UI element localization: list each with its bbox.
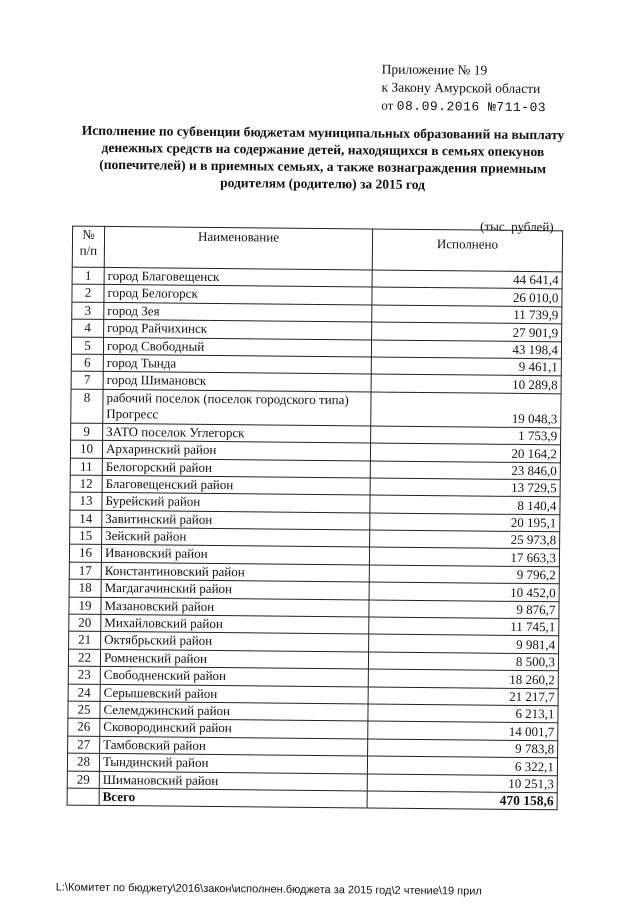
row-value: 6 213,1 bbox=[368, 704, 558, 723]
row-number: 19 bbox=[69, 597, 101, 615]
row-value: 9 981,4 bbox=[369, 634, 559, 653]
row-name: Бурейский район bbox=[102, 493, 370, 513]
header-executed: Исполнено bbox=[372, 229, 562, 272]
table-row bbox=[71, 389, 561, 428]
row-number: 20 bbox=[69, 614, 101, 632]
row-number: 16 bbox=[69, 545, 101, 563]
row-number: 29 bbox=[67, 771, 99, 789]
row-name: Благовещенский район bbox=[102, 475, 370, 495]
row-name: Магдагачинский район bbox=[101, 580, 369, 600]
row-number: 24 bbox=[68, 684, 100, 702]
row-name: ЗАТО поселок Углегорск bbox=[103, 423, 371, 443]
total-label: Всего bbox=[99, 788, 367, 808]
total-row bbox=[67, 788, 557, 810]
row-number: 26 bbox=[68, 718, 100, 736]
row-number: 15 bbox=[70, 527, 102, 545]
row-value: 9 783,8 bbox=[368, 739, 558, 758]
date-prefix: от bbox=[381, 97, 394, 113]
total-number-cell bbox=[67, 788, 99, 806]
row-number: 17 bbox=[69, 562, 101, 580]
row-name: Архаринский район bbox=[102, 441, 370, 461]
row-value: 25 973,8 bbox=[370, 530, 560, 549]
row-value: 44 641,4 bbox=[372, 270, 562, 289]
row-number: 23 bbox=[68, 666, 100, 684]
execution-table bbox=[67, 226, 564, 811]
row-value: 6 322,1 bbox=[367, 756, 557, 775]
row-value: 8 500,3 bbox=[368, 652, 558, 671]
row-name: город Райчихинск bbox=[104, 320, 372, 340]
appendix-header bbox=[381, 61, 582, 118]
row-value: 8 140,4 bbox=[370, 495, 560, 514]
row-name: Белогорский район bbox=[102, 458, 370, 478]
row-value: 10 289,8 bbox=[371, 374, 561, 393]
row-number: 6 bbox=[71, 354, 103, 372]
appendix-date-line bbox=[381, 97, 581, 118]
row-name: город Свободный bbox=[103, 337, 371, 357]
row-number: 1 bbox=[72, 267, 104, 285]
row-name: город Зея bbox=[104, 302, 372, 322]
row-name: Зейский район bbox=[102, 527, 370, 547]
row-number: 18 bbox=[69, 579, 101, 597]
row-number: 10 bbox=[70, 440, 102, 458]
row-value: 20 195,1 bbox=[370, 513, 560, 532]
row-number: 4 bbox=[72, 319, 104, 337]
table-body bbox=[67, 267, 562, 810]
row-number: 14 bbox=[70, 510, 102, 528]
row-name: Сковородинский район bbox=[100, 719, 368, 739]
row-number: 11 bbox=[70, 458, 102, 476]
appendix-number: Приложение № 19 bbox=[381, 61, 488, 78]
row-value: 11 739,9 bbox=[372, 305, 562, 324]
row-value: 10 251,3 bbox=[367, 774, 557, 793]
appendix-law-reference: к Закону Амурской области bbox=[381, 79, 541, 97]
row-number: 28 bbox=[67, 753, 99, 771]
row-value: 43 198,4 bbox=[371, 340, 561, 359]
row-value: 17 663,3 bbox=[369, 547, 559, 566]
row-value: 23 846,0 bbox=[370, 460, 560, 479]
row-number: 7 bbox=[71, 371, 103, 389]
row-number: 3 bbox=[72, 302, 104, 320]
total-value: 470 158,6 bbox=[367, 791, 557, 810]
row-value: 21 217,7 bbox=[368, 687, 558, 706]
header-number: № п/п bbox=[72, 226, 104, 267]
row-number: 5 bbox=[71, 337, 103, 355]
row-name: рабочий поселок (поселок городского типа) Прогресс bbox=[103, 389, 371, 426]
row-value: 18 260,2 bbox=[368, 669, 558, 688]
header-name: Наименование bbox=[104, 226, 372, 270]
table-header-row bbox=[72, 226, 562, 272]
row-name: Тамбовский район bbox=[100, 736, 368, 756]
row-name: город Благовещенск bbox=[104, 267, 372, 287]
date-stamp: 08.09.2016 №711-03 bbox=[396, 98, 547, 116]
row-number: 22 bbox=[68, 649, 100, 667]
row-number: 12 bbox=[70, 475, 102, 493]
row-value: 9 876,7 bbox=[369, 600, 559, 619]
row-name: Свободненский район bbox=[100, 667, 368, 687]
row-name: Серышевский район bbox=[100, 684, 368, 704]
row-name: Тындинский район bbox=[99, 754, 367, 774]
row-name: Константиновский район bbox=[101, 562, 369, 582]
row-value: 19 048,3 bbox=[371, 392, 561, 428]
row-value: 11 745,1 bbox=[369, 617, 559, 636]
row-number: 21 bbox=[69, 632, 101, 650]
row-number: 27 bbox=[68, 736, 100, 754]
row-number: 9 bbox=[71, 423, 103, 441]
document-title: Исполнение по субвенции бюджетам муниципальных образований на выплату денежных средств на содержание детей, находящихся в семьях опекунов (попечителей) и в приемных семьях, а также вознаграждения приемным родителям (родителю) за 2015 год bbox=[81, 122, 565, 192]
row-name: город Белогорск bbox=[104, 285, 372, 305]
row-name: Селемджинский район bbox=[100, 701, 368, 721]
row-number: 25 bbox=[68, 701, 100, 719]
row-name: Завитинский район bbox=[102, 510, 370, 530]
row-name: Михайловский район bbox=[101, 614, 369, 634]
row-value: 10 452,0 bbox=[369, 582, 559, 601]
row-name: Шимановский район bbox=[99, 771, 367, 791]
row-value: 20 164,2 bbox=[370, 443, 560, 462]
row-value: 27 901,9 bbox=[372, 322, 562, 341]
units-label: (тыс. рублей) bbox=[480, 218, 554, 235]
row-name: Ивановский район bbox=[101, 545, 369, 565]
row-value: 1 753,9 bbox=[371, 426, 561, 445]
row-name: город Тында bbox=[103, 354, 371, 374]
row-name: Ромненский район bbox=[100, 649, 368, 669]
row-value: 26 010,0 bbox=[372, 287, 562, 306]
row-name: город Шимановск bbox=[103, 372, 371, 392]
row-number: 2 bbox=[72, 285, 104, 303]
row-name: Октябрьский район bbox=[101, 632, 369, 652]
row-number: 8 bbox=[71, 389, 103, 423]
row-value: 14 001,7 bbox=[368, 721, 558, 740]
row-value: 9 796,2 bbox=[369, 565, 559, 584]
row-name: Мазановский район bbox=[101, 597, 369, 617]
row-value: 13 729,5 bbox=[370, 478, 560, 497]
row-number: 13 bbox=[70, 492, 102, 510]
row-value: 9 461,1 bbox=[371, 357, 561, 376]
file-path-footer: L:\Комитет по бюджету\2016\закон\исполнен.бюджета за 2015 год\2 чтение\19 прил bbox=[55, 881, 482, 898]
